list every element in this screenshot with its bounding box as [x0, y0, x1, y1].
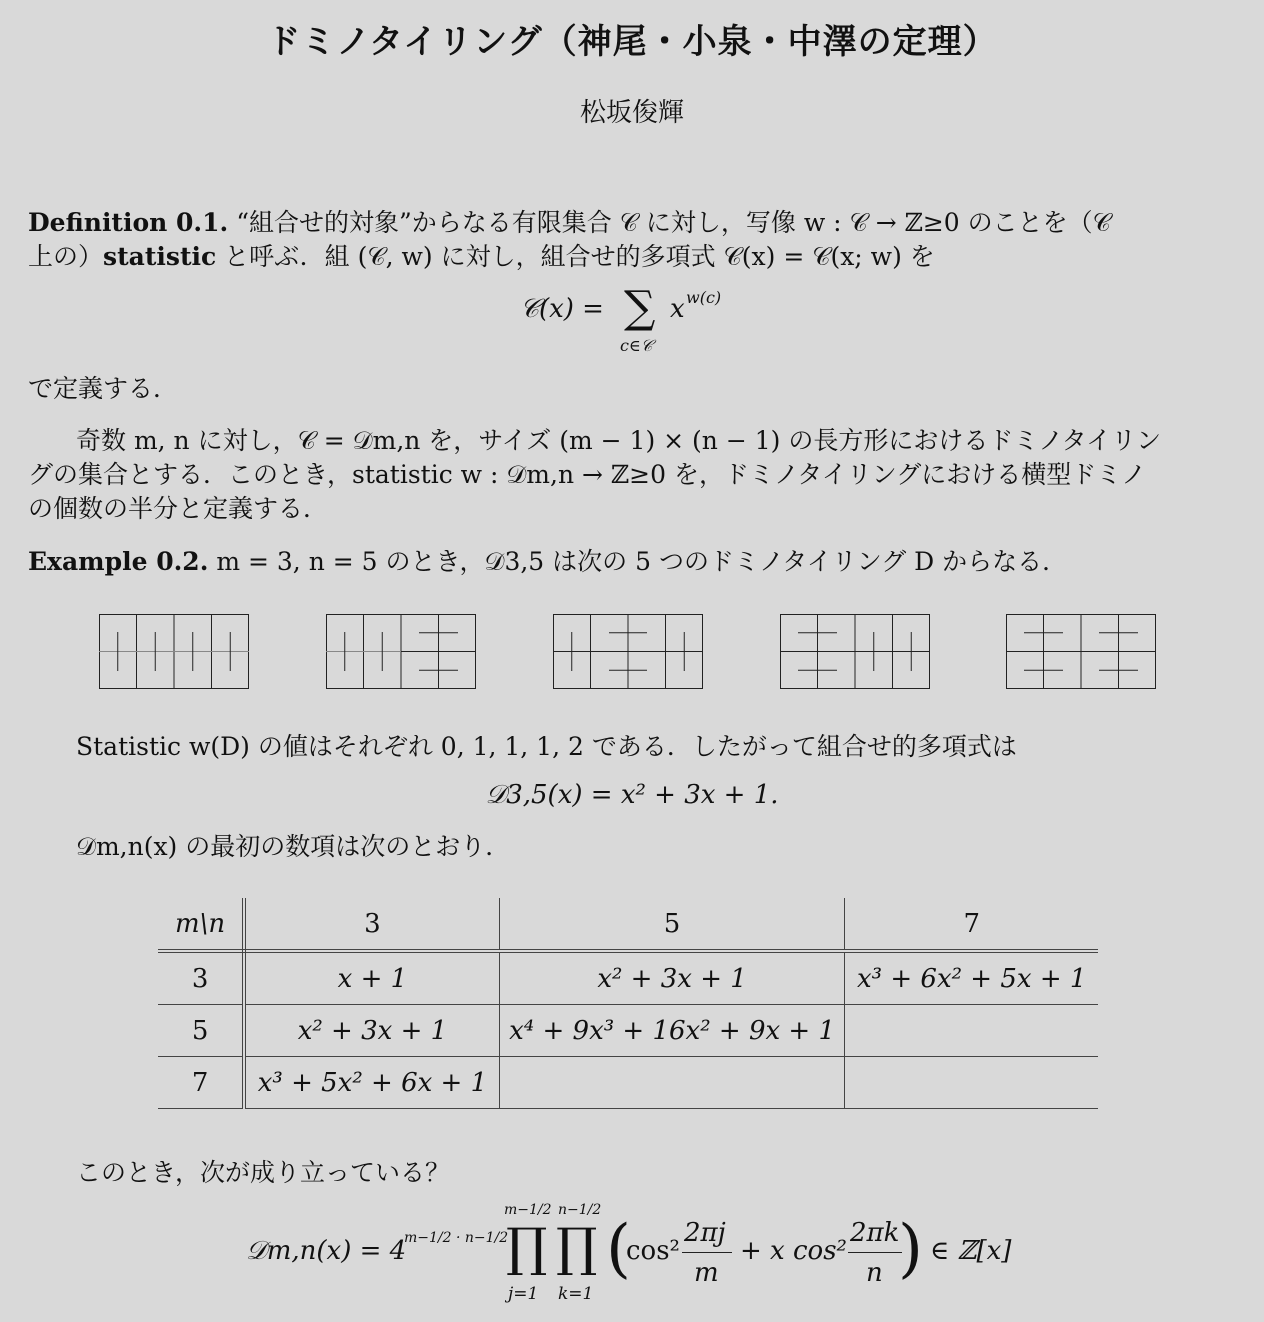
- example-text: m = 3, n = 5 のとき，𝒟3,5 は次の 5 つのドミノタイリング D からなる．: [216, 547, 1068, 576]
- table-row-header: 5: [158, 1005, 244, 1057]
- theorem-rhs: ∈ ℤ[x]: [930, 1236, 1012, 1266]
- cos-squared-1: cos²: [626, 1236, 680, 1266]
- theorem-formula: [246, 1198, 1026, 1316]
- table-cell: x + 1: [244, 951, 499, 1005]
- table-cell: [845, 1057, 1098, 1109]
- fraction-bar-2: [848, 1252, 902, 1253]
- example-label: Example 0.2.: [28, 547, 209, 576]
- definition-label: Definition 0.1.: [28, 208, 229, 237]
- product1-symbol: ∏: [506, 1218, 548, 1278]
- cos1-numerator: 2πj: [684, 1218, 726, 1248]
- first-terms-text: 𝒟m,n(x) の最初の数項は次のとおり．: [76, 832, 511, 861]
- domino-tiling-3: [553, 614, 703, 689]
- definition-line1: “組合せ的対象”からなる有限集合 𝒞 に対し，写像 w : 𝒞 → ℤ≥0 のことを（𝒞: [236, 208, 1111, 237]
- theorem-exponent: m−1/2 · n−1/2: [404, 1230, 509, 1246]
- domino-tiling-2: [326, 614, 476, 689]
- definition-after: で定義する．: [28, 374, 179, 403]
- definition-formula: 𝒞(x) = ∑ c∈𝒞 x w(c): [520, 282, 722, 355]
- left-paren: (: [606, 1212, 631, 1286]
- example-heading: [28, 545, 1238, 579]
- fraction-bar-1: [682, 1252, 732, 1253]
- product2-symbol: ∏: [556, 1218, 598, 1278]
- product2-upper: n−1/2: [558, 1202, 602, 1218]
- table-cell: x² + 3x + 1: [499, 951, 845, 1005]
- table-cell: x³ + 5x² + 6x + 1: [244, 1057, 499, 1109]
- cos2-numerator: 2πk: [850, 1218, 900, 1248]
- paragraph-line2: グの集合とする．このとき，statistic w : 𝒟m,n → ℤ≥0 を，ドミノタイリングにおける横型ドミノ: [28, 460, 1147, 489]
- theorem-lhs: 𝒟m,n(x) = 4: [246, 1236, 407, 1266]
- polynomial-table: [158, 898, 1098, 1109]
- table-row-header: 3: [158, 951, 244, 1005]
- definition-line2b: と呼ぶ．組 (𝒞, w) に対し，組合せ的多項式 𝒞(x) = 𝒞(x; w) を: [216, 242, 935, 271]
- statistic-text: Statistic w(D) の値はそれぞれ 0, 1, 1, 1, 2 である．したがって組合せ的多項式は: [76, 732, 1017, 761]
- table-col-header: 7: [845, 898, 1098, 951]
- domino-tiling-5: [1006, 614, 1156, 689]
- product1-lower: j=1: [508, 1284, 539, 1304]
- table-cell: x³ + 6x² + 5x + 1: [845, 951, 1098, 1005]
- table-cell: x⁴ + 9x³ + 16x² + 9x + 1: [499, 1005, 845, 1057]
- definition-statistic-term: statistic: [103, 242, 217, 271]
- author: 松坂俊輝: [579, 98, 684, 128]
- table-cell: x² + 3x + 1: [244, 1005, 499, 1057]
- cos1-denominator: m: [694, 1258, 719, 1288]
- page-title: ドミノタイリング（神尾・小泉・中澤の定理）: [266, 22, 998, 62]
- table-col-header: 3: [244, 898, 499, 951]
- right-paren: ): [898, 1212, 923, 1286]
- table-cell: [499, 1057, 845, 1109]
- product1-upper: m−1/2: [504, 1202, 552, 1218]
- domino-tiling-4: [780, 614, 930, 689]
- table-corner: m\n: [158, 898, 244, 951]
- domino-tiling-1: [99, 614, 249, 689]
- question-text: このとき，次が成り立っている？: [76, 1158, 451, 1187]
- definition-block: [28, 206, 1238, 274]
- paragraph-line3: の個数の半分と定義する．: [28, 494, 329, 523]
- paragraph-tiling: [28, 424, 1238, 526]
- product2-lower: k=1: [558, 1284, 594, 1304]
- paragraph-line1: 奇数 m, n に対し，𝒞 = 𝒟m,n を，サイズ (m − 1) × (n − 1) の長方形におけるドミノタイリン: [76, 426, 1162, 455]
- example-formula: 𝒟3,5(x) = x² + 3x + 1.: [485, 780, 779, 810]
- definition-line2a: 上の）: [28, 242, 104, 271]
- table-cell: [845, 1005, 1098, 1057]
- table-col-header: 5: [499, 898, 845, 951]
- cos2-denominator: n: [866, 1258, 883, 1288]
- table-row-header: 7: [158, 1057, 244, 1109]
- plus-x-cos-squared: + x cos²: [740, 1236, 847, 1266]
